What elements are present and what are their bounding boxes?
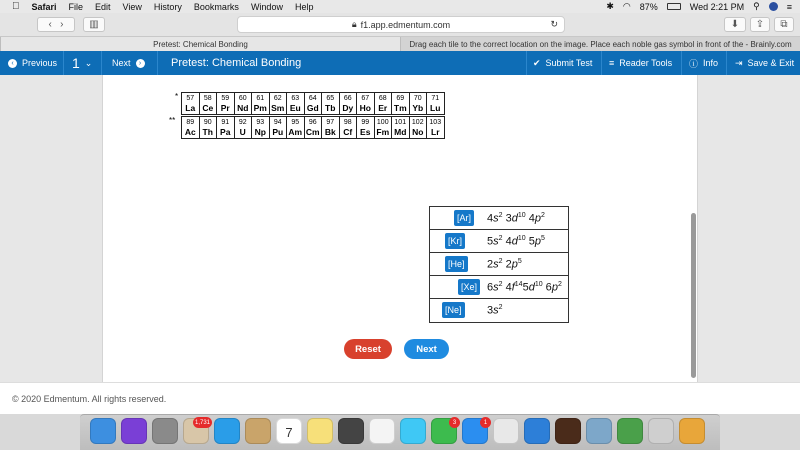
download-icon: ⬇: [730, 19, 740, 30]
element-symbol: Cf: [343, 127, 353, 137]
siri-dock-icon[interactable]: [121, 418, 147, 444]
battery-icon[interactable]: [667, 3, 681, 10]
element-symbol: Th: [202, 127, 213, 137]
menu-bookmarks[interactable]: Bookmarks: [186, 1, 232, 12]
answer-row[interactable]: [430, 253, 568, 276]
element-symbol: Pm: [253, 103, 267, 113]
reset-button[interactable]: Reset: [344, 339, 392, 359]
exit-icon: ⇥: [735, 57, 743, 68]
element-cell: [339, 93, 357, 115]
menu-help[interactable]: Help: [287, 1, 306, 12]
contacts-dock-icon[interactable]: [183, 418, 209, 444]
element-cell: [392, 93, 410, 115]
atomic-number: 98: [343, 119, 352, 126]
next-nav-button[interactable]: [112, 51, 145, 75]
finder-dock-icon[interactable]: [90, 418, 116, 444]
atomic-number: 69: [396, 95, 405, 102]
atomic-number: 65: [326, 95, 335, 102]
electron-configuration: $5s^2$ $4d^{10}$ $5p^5$: [487, 235, 545, 248]
menu-file[interactable]: File: [61, 1, 76, 12]
menu-window[interactable]: Window: [243, 1, 276, 12]
copyright: © 2020 Edmentum. All rights reserved.: [12, 393, 167, 404]
lanthanide-marker: *: [175, 92, 179, 101]
apple-menu-icon[interactable]: [12, 1, 20, 12]
clock[interactable]: Wed 2:21 PM: [689, 1, 745, 12]
folder-dock-icon[interactable]: [679, 418, 705, 444]
divider: [101, 51, 102, 75]
music-dock-icon[interactable]: [555, 418, 581, 444]
page-title: Pretest: Chemical Bonding: [171, 57, 302, 69]
element-symbol: Ho: [359, 103, 371, 113]
question-selector[interactable]: [72, 51, 92, 75]
dock: [80, 414, 720, 450]
atomic-number: 102: [411, 119, 424, 126]
electron-configuration: $4s^2$ $3d^{10}$ $4p^2$: [487, 212, 545, 225]
answer-row[interactable]: [430, 299, 568, 322]
next-button[interactable]: Next: [404, 339, 449, 359]
element-symbol: Lr: [431, 127, 440, 137]
safari-dock-icon[interactable]: [214, 418, 240, 444]
element-cell: [357, 93, 375, 115]
trash-dock-icon[interactable]: [648, 418, 674, 444]
lock-icon: 🔒︎: [351, 19, 357, 29]
tab-strip: [0, 37, 800, 51]
previous-button[interactable]: [8, 51, 57, 75]
tabs-icon: ⧉: [780, 19, 788, 30]
roblox-studio-dock-icon[interactable]: [524, 418, 550, 444]
atomic-number: 63: [291, 95, 300, 102]
scrollbar[interactable]: [691, 213, 696, 378]
element-symbol: Tb: [325, 103, 336, 113]
photos-dock-icon[interactable]: [369, 418, 395, 444]
atomic-number: 61: [256, 95, 265, 102]
address-bar[interactable]: [237, 16, 565, 33]
forward-icon[interactable]: ›: [60, 19, 64, 30]
atomic-number: 101: [394, 119, 407, 126]
element-symbol: Pr: [220, 103, 230, 113]
element-symbol: Cm: [305, 127, 320, 137]
element-cell: [234, 93, 252, 115]
tab-brainly[interactable]: [400, 37, 800, 51]
element-symbol: La: [185, 103, 196, 113]
noble-gas-tile[interactable]: [Ne]: [442, 302, 465, 318]
element-cell: [427, 93, 445, 115]
element-symbol: Nd: [237, 103, 249, 113]
atomic-number: 91: [221, 119, 230, 126]
screenshot-dock-icon[interactable]: [338, 418, 364, 444]
menu-view[interactable]: View: [115, 1, 135, 12]
element-symbol: Er: [378, 103, 388, 113]
element-cell: [322, 93, 340, 115]
actinide-marker: **: [169, 116, 176, 125]
reload-icon[interactable]: ↻: [550, 19, 558, 29]
notification-badge: 3: [449, 417, 460, 428]
atomic-number: 94: [273, 119, 282, 126]
element-cell: [269, 93, 287, 115]
tab-pretest[interactable]: [0, 37, 400, 51]
back-forward-buttons[interactable]: [37, 17, 75, 32]
element-cell: [217, 117, 235, 139]
element-symbol: Am: [288, 127, 303, 137]
submit-icon: ✔: [533, 57, 541, 68]
element-symbol: Fm: [376, 127, 390, 137]
battery-percent[interactable]: 87%: [639, 1, 658, 12]
noble-gas-tile[interactable]: [Xe]: [458, 279, 480, 295]
element-symbol: Yb: [412, 103, 424, 113]
element-symbol: Np: [254, 127, 266, 137]
lanthanide-row: [181, 92, 445, 115]
submit-test-button[interactable]: [533, 51, 592, 75]
atomic-number: 92: [238, 119, 247, 126]
element-symbol: Es: [360, 127, 371, 137]
atomic-number: 57: [186, 95, 195, 102]
drop-target-table: [429, 206, 569, 323]
atomic-number: 64: [308, 95, 317, 102]
divider: [63, 51, 64, 75]
element-symbol: Bk: [324, 127, 336, 137]
element-cell: [182, 117, 200, 139]
atomic-number: 67: [361, 95, 370, 102]
atomic-number: 68: [378, 95, 387, 102]
divider: [681, 51, 682, 75]
atomic-number: 66: [343, 95, 352, 102]
facetime-dock-icon[interactable]: [431, 418, 457, 444]
element-symbol: U: [239, 127, 246, 137]
atomic-number: 93: [256, 119, 265, 126]
element-cell: [287, 117, 305, 139]
info-label: Info: [703, 58, 719, 68]
element-cell: [322, 117, 340, 139]
calendar-dock-icon[interactable]: [276, 418, 302, 444]
atomic-number: 99: [361, 119, 370, 126]
save-exit-label: Save & Exit: [747, 58, 795, 68]
atomic-number: 71: [431, 95, 440, 102]
atomic-number: 60: [238, 95, 247, 102]
url-text: f1.app.edmentum.com: [360, 19, 451, 30]
element-cell: [304, 93, 322, 115]
info-icon: ⓘ: [689, 58, 699, 69]
divider: [526, 51, 527, 75]
element-symbol: Lu: [430, 103, 441, 113]
answer-row[interactable]: [430, 230, 568, 253]
element-symbol: Pa: [220, 127, 231, 137]
element-symbol: Dy: [342, 103, 354, 113]
element-cell: [304, 117, 322, 139]
messages-dock-icon[interactable]: [400, 418, 426, 444]
preview-dock-icon[interactable]: [586, 418, 612, 444]
element-cell: [252, 117, 270, 139]
divider: [726, 51, 727, 75]
element-cell: [374, 117, 392, 139]
share-button[interactable]: [750, 17, 770, 32]
element-symbol: Ac: [184, 127, 196, 137]
atomic-number: 103: [429, 119, 442, 126]
reader-label: Reader Tools: [619, 58, 673, 68]
noble-gas-tile[interactable]: [Ar]: [454, 210, 474, 226]
notes-dock-icon[interactable]: [307, 418, 333, 444]
info-button[interactable]: [689, 51, 718, 75]
element-symbol: Pu: [272, 127, 284, 137]
atomic-number: 58: [203, 95, 212, 102]
answer-row[interactable]: [430, 276, 568, 299]
electron-configuration: $2s^2$ $2p^5$: [487, 258, 522, 271]
atomic-number: 89: [186, 119, 195, 126]
element-symbol: Gd: [306, 103, 319, 113]
macos-menubar: [0, 0, 800, 13]
sidebar-button[interactable]: [83, 17, 105, 32]
browser-toolbar: [0, 13, 800, 37]
tab-title: Drag each tile to the correct location on the image. Place each noble gas symbol in front of the - Brainly.com: [409, 39, 792, 49]
notes-notebook-dock-icon[interactable]: [245, 418, 271, 444]
electron-configuration: $3s^2$: [487, 304, 503, 317]
atomic-number: 100: [376, 119, 389, 126]
atomic-number: 90: [203, 119, 212, 126]
menu-app-name[interactable]: Safari: [24, 1, 50, 12]
noble-gas-tile[interactable]: [He]: [445, 256, 468, 272]
element-cell: [217, 93, 235, 115]
element-cell: [287, 93, 305, 115]
element-cell: [252, 93, 270, 115]
bluetooth-icon[interactable]: ✱: [606, 1, 614, 11]
wifi-icon[interactable]: ◠: [622, 1, 631, 11]
element-symbol: Md: [394, 127, 407, 137]
reader-tools-button[interactable]: [609, 51, 672, 75]
app-header: [0, 51, 800, 75]
back-icon[interactable]: ‹: [48, 19, 52, 30]
save-exit-button[interactable]: [735, 51, 794, 75]
element-cell: [182, 93, 200, 115]
answer-row[interactable]: [430, 207, 568, 230]
user-icon[interactable]: [769, 2, 778, 11]
search-icon[interactable]: ⚲: [753, 1, 760, 11]
element-cell: [339, 117, 357, 139]
atomic-number: 70: [413, 95, 422, 102]
menu-list-icon[interactable]: ≡: [786, 1, 792, 12]
atomic-number: 59: [221, 95, 230, 102]
footer: [0, 382, 800, 414]
next-label: Next: [112, 58, 131, 68]
element-cell: [234, 117, 252, 139]
element-cell: [409, 93, 427, 115]
atomic-number: 96: [308, 119, 317, 126]
submit-label: Submit Test: [545, 58, 593, 68]
element-cell: [357, 117, 375, 139]
element-cell: [409, 117, 427, 139]
electron-configuration: $6s^2$ $4f^{14}5d^{10}$ $6p^2$: [487, 281, 562, 294]
previous-label: Previous: [22, 58, 58, 68]
divider: [157, 51, 158, 75]
noble-gas-tile[interactable]: [Kr]: [445, 233, 465, 249]
element-symbol: Ce: [202, 103, 214, 113]
chevron-right-icon: ›: [136, 59, 145, 68]
element-cell: [392, 117, 410, 139]
element-symbol: Eu: [289, 103, 301, 113]
reader-icon: ≡: [609, 58, 615, 68]
share-icon: ⇪: [755, 19, 765, 30]
chevron-left-icon: ‹: [8, 59, 17, 68]
element-cell: [374, 93, 392, 115]
notification-badge: 1: [480, 417, 491, 428]
element-cell: [199, 117, 217, 139]
calendar-date: 7: [285, 425, 293, 440]
atomic-number: 62: [273, 95, 282, 102]
actinide-row: [181, 116, 445, 139]
divider: [601, 51, 602, 75]
element-symbol: Tm: [393, 103, 407, 113]
chevron-down-icon: ⌄: [84, 57, 93, 68]
element-cell: [199, 93, 217, 115]
sidebar-icon: ▥: [89, 19, 99, 30]
menu-history[interactable]: History: [146, 1, 175, 12]
minecraft-dock-icon[interactable]: [617, 418, 643, 444]
element-symbol: Sm: [271, 103, 285, 113]
launchpad-dock-icon[interactable]: [152, 418, 178, 444]
element-symbol: No: [412, 127, 424, 137]
tab-title: Pretest: Chemical Bonding: [153, 39, 248, 49]
question-panel: [102, 75, 698, 382]
content-area: [0, 75, 800, 382]
question-number: 1: [72, 55, 80, 71]
menu-edit[interactable]: Edit: [87, 1, 104, 12]
tabs-overview-button[interactable]: [774, 17, 794, 32]
element-cell: [269, 117, 287, 139]
element-cell: [427, 117, 445, 139]
downloads-button[interactable]: [724, 17, 746, 32]
atomic-number: 97: [326, 119, 335, 126]
app-store-dock-icon[interactable]: [462, 418, 488, 444]
notification-badge: 1,731: [193, 417, 212, 428]
atomic-number: 95: [291, 119, 300, 126]
roblox-dock-icon[interactable]: [493, 418, 519, 444]
